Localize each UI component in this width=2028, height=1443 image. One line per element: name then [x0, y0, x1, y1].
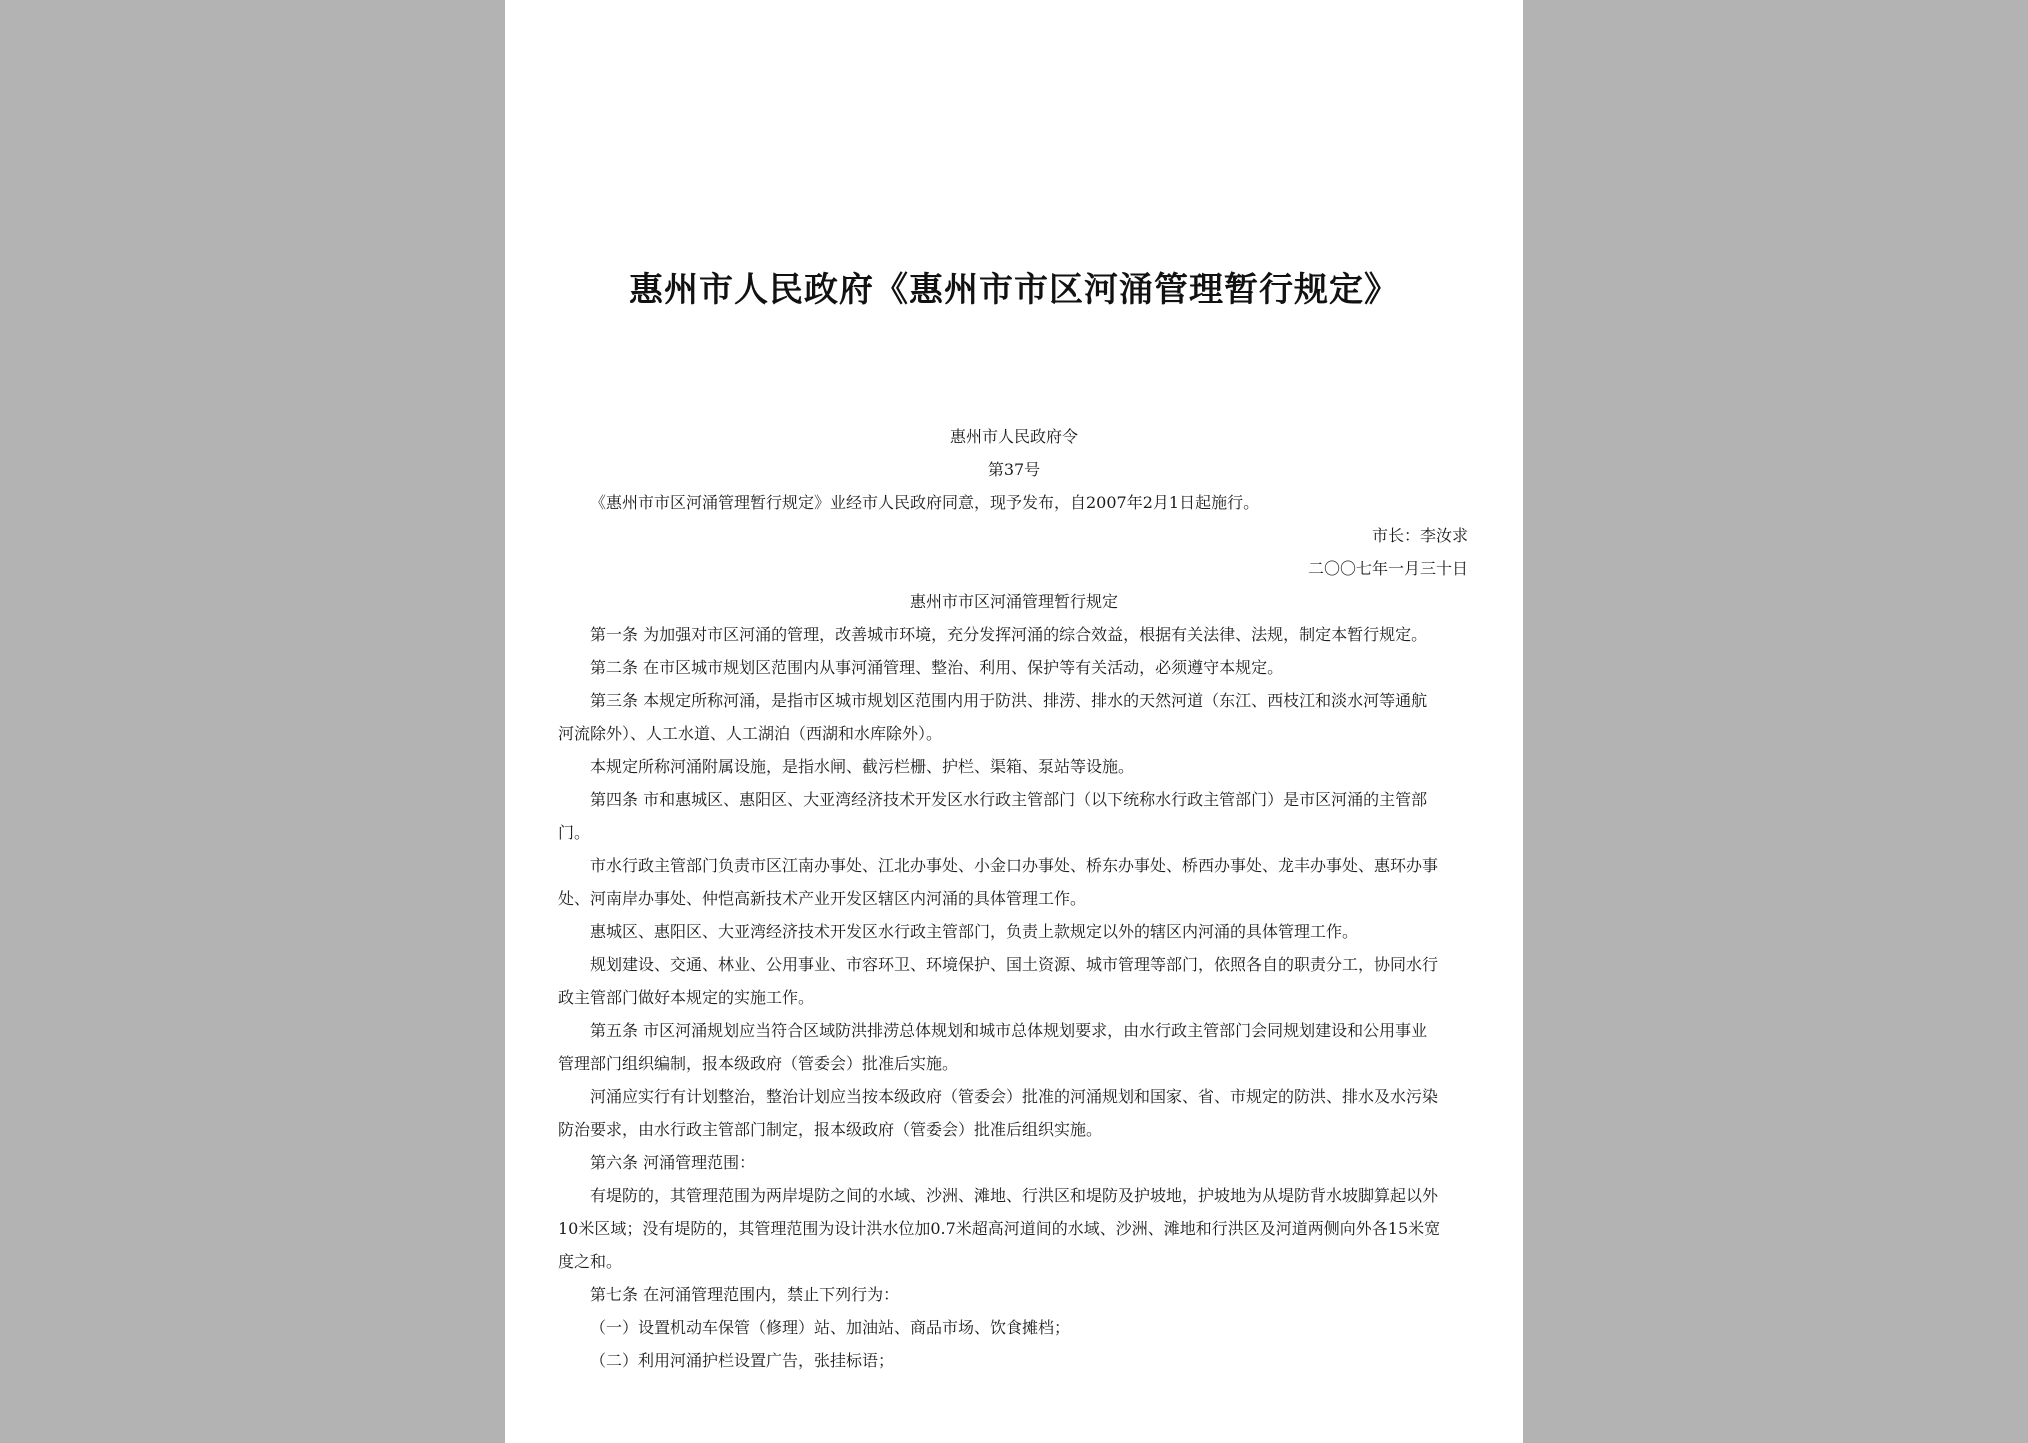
paragraph-continuation: 度之和。	[558, 1252, 623, 1271]
paragraph-continuation: 管理部门组织编制，报本级政府（管委会）批准后实施。	[558, 1054, 959, 1073]
regulation-title: 惠州市市区河涌管理暂行规定	[909, 592, 1118, 611]
paragraph-continuation: 政主管部门做好本规定的实施工作。	[558, 988, 815, 1007]
paragraph-continuation: 门。	[558, 823, 591, 842]
paragraph: 本规定所称河涌附属设施，是指水闸、截污栏栅、护栏、渠箱、泵站等设施。	[590, 757, 1135, 776]
paragraph: 第七条 在河涌管理范围内，禁止下列行为：	[590, 1285, 900, 1304]
paragraph: 第二条 在市区城市规划区范围内从事河涌管理、整治、利用、保护等有关活动，必须遵守本规定。	[590, 658, 1284, 677]
paragraph: 第四条 市和惠城区、惠阳区、大亚湾经济技术开发区水行政主管部门（以下统称水行政主管部门）是市区河涌的主管部	[590, 790, 1428, 809]
paragraph: 有堤防的，其管理范围为两岸堤防之间的水域、沙洲、滩地、行洪区和堤防及护坡地，护坡地为从堤防背水坡脚算起以外	[590, 1186, 1439, 1205]
paragraph: 市水行政主管部门负责市区江南办事处、江北办事处、小金口办事处、桥东办事处、桥西办事处、龙丰办事处、惠环办事	[590, 856, 1439, 875]
document-page	[505, 0, 1523, 1443]
issue-date: 二〇〇七年一月三十日	[1307, 559, 1468, 578]
paragraph: 惠城区、惠阳区、大亚湾经济技术开发区水行政主管部门，负责上款规定以外的辖区内河涌的具体管理工作。	[590, 922, 1359, 941]
list-item: （一）设置机动车保管（修理）站、加油站、商品市场、饮食摊档；	[590, 1318, 1071, 1337]
document-body	[558, 420, 1470, 1377]
paragraph-continuation: 防治要求，由水行政主管部门制定，报本级政府（管委会）批准后组织实施。	[558, 1120, 1103, 1139]
order-issuer: 惠州市人民政府令	[949, 427, 1078, 446]
paragraph-continuation: 处、河南岸办事处、仲恺高新技术产业开发区辖区内河涌的具体管理工作。	[558, 889, 1087, 908]
signature: 市长：李汝求	[1371, 526, 1468, 545]
paragraph: 第六条 河涌管理范围：	[590, 1153, 756, 1172]
document-title: 惠州市人民政府《惠州市市区河涌管理暂行规定》	[629, 270, 1399, 310]
list-item: （二）利用河涌护栏设置广告，张挂标语；	[590, 1351, 895, 1370]
paragraph: 规划建设、交通、林业、公用事业、市容环卫、环境保护、国土资源、城市管理等部门，依照各自的职责分工，协同水行	[590, 955, 1439, 974]
paragraph-continuation: 河流除外）、人工水道、人工湖泊（西湖和水库除外）。	[558, 724, 943, 743]
paragraph: 河涌应实行有计划整治，整治计划应当按本级政府（管委会）批准的河涌规划和国家、省、市规定的防洪、排水及水污染	[590, 1087, 1439, 1106]
paragraph: 第五条 市区河涌规划应当符合区域防洪排涝总体规划和城市总体规划要求，由水行政主管部门会同规划建设和公用事业	[590, 1021, 1428, 1040]
order-number: 第37号	[987, 460, 1041, 479]
paragraph: 第三条 本规定所称河涌，是指市区城市规划区范围内用于防洪、排涝、排水的天然河道（东江、西枝江和淡水河等通航	[590, 691, 1428, 710]
promulgation-text: 《惠州市市区河涌管理暂行规定》业经市人民政府同意，现予发布，自2007年2月1日起施行。	[590, 493, 1260, 512]
paragraph: 第一条 为加强对市区河涌的管理，改善城市环境，充分发挥河涌的综合效益，根据有关法律、法规，制定本暂行规定。	[590, 625, 1428, 644]
paragraph-continuation: 10米区域；没有堤防的，其管理范围为设计洪水位加0.7米超高河道间的水域、沙洲、滩地和行洪区及河道两侧向外各15米宽	[558, 1219, 1441, 1238]
